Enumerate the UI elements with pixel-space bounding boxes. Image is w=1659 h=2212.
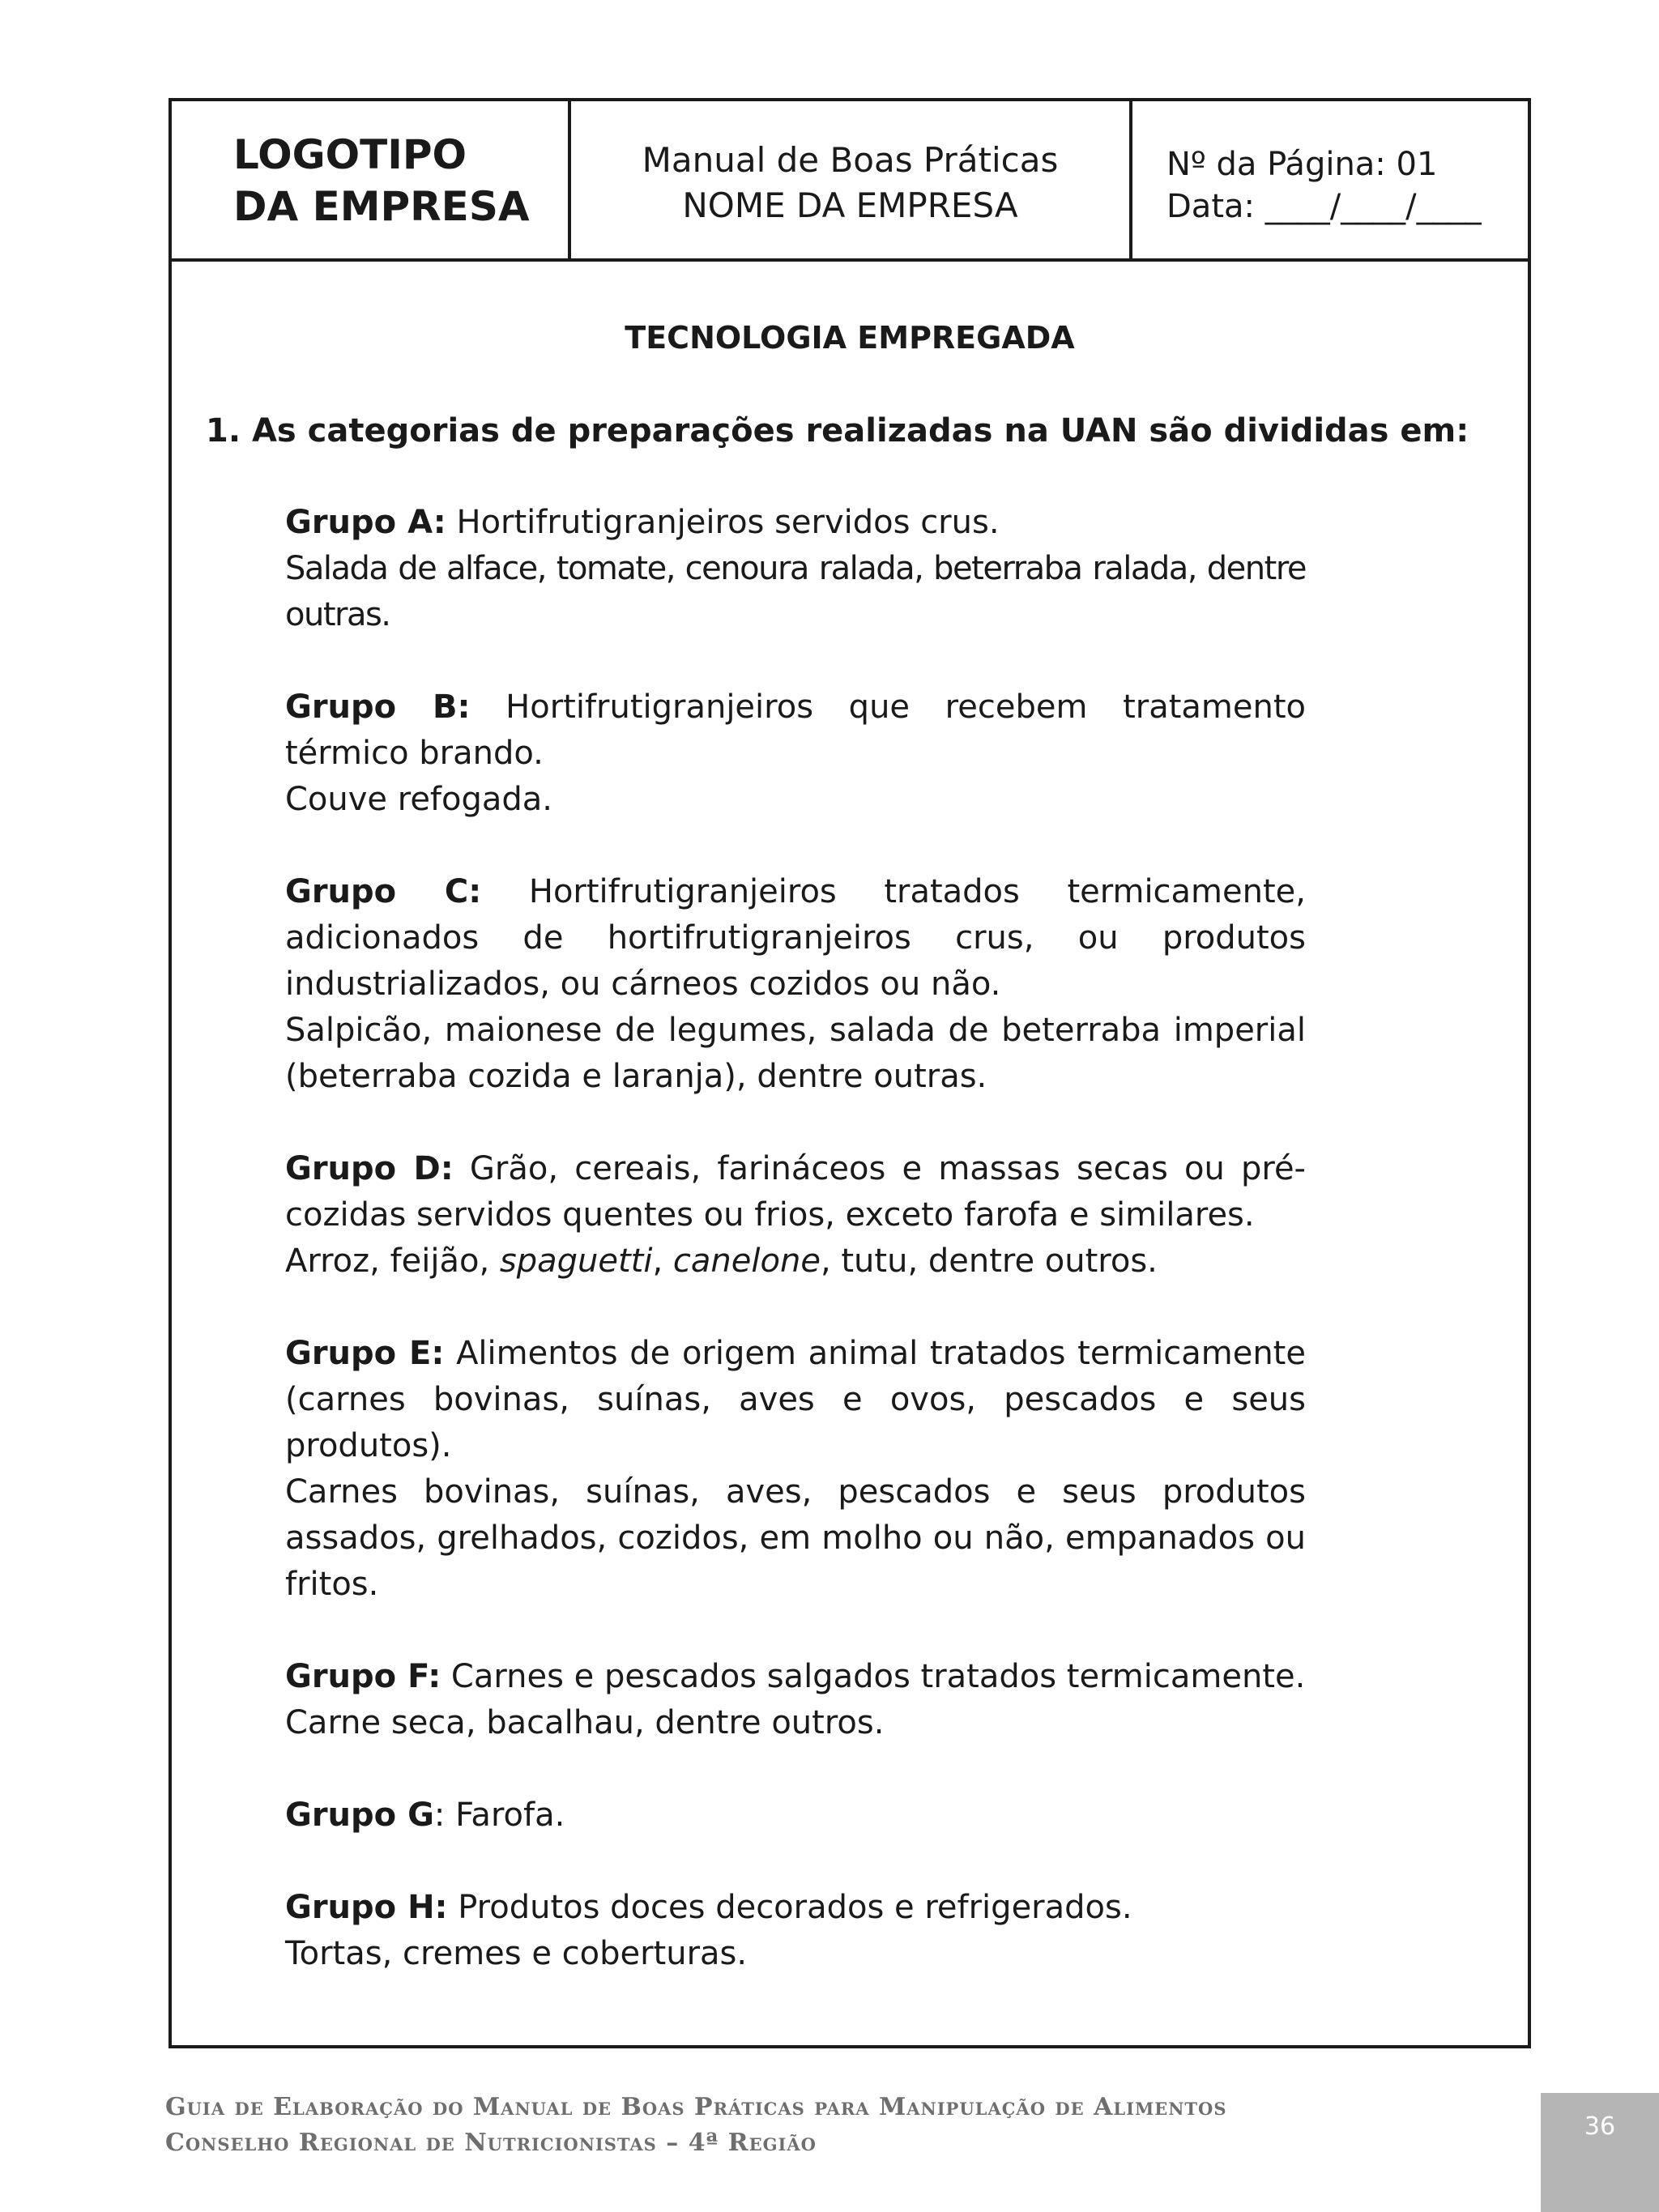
group-a xyxy=(285,500,1306,638)
group-description: Hortifrutigranjeiros que recebem tratamento térmico brando. xyxy=(285,688,1306,772)
page-info-cell xyxy=(1132,101,1528,258)
footer-guide-title: Guia de Elaboração do Manual de Boas Práticas para Manipulação de Alimentos xyxy=(165,2093,1227,2121)
section-title: TECNOLOGIA EMPREGADA xyxy=(625,320,1075,356)
group-examples: Salada de alface, tomate, cenoura ralada, beterraba ralada, dentre outras. xyxy=(285,550,1306,633)
group-label: Grupo F: xyxy=(285,1658,441,1695)
intro-heading: 1. As categorias de preparações realizadas na UAN são divididas em: xyxy=(206,412,1469,450)
examples-italic-term: spaguetti xyxy=(499,1242,653,1280)
group-h xyxy=(285,1885,1306,1977)
company-name: NOME DA EMPRESA xyxy=(682,185,1018,225)
group-label: Grupo A: xyxy=(285,504,446,541)
group-examples: Tortas, cremes e coberturas. xyxy=(285,1935,748,1972)
group-description: Carnes e pescados salgados tratados termicamente. xyxy=(441,1658,1306,1695)
page-number-field: Nº da Página: 01 xyxy=(1166,146,1438,183)
group-d xyxy=(285,1146,1306,1285)
group-description: Produtos doces decorados e refrigerados. xyxy=(447,1889,1132,1926)
group-e xyxy=(285,1331,1306,1608)
group-b xyxy=(285,684,1306,823)
group-examples: Couve refogada. xyxy=(285,781,552,818)
page-number-badge: 36 xyxy=(1541,2093,1659,2212)
group-examples: Salpicão, maionese de legumes, salada de beterraba imperial (beterraba cozida e laranja), dentre outras. xyxy=(285,1012,1306,1095)
logo-line-1: LOGOTIPO xyxy=(233,131,467,178)
group-f xyxy=(285,1654,1306,1746)
examples-text: Arroz, feijão, xyxy=(285,1242,500,1280)
group-examples: Carne seca, bacalhau, dentre outros. xyxy=(285,1704,885,1741)
examples-italic-term: canelone xyxy=(672,1242,821,1280)
group-label: Grupo B: xyxy=(285,688,471,726)
group-list xyxy=(285,500,1306,2023)
document-frame xyxy=(168,98,1531,2048)
group-label: Grupo D: xyxy=(285,1150,454,1187)
header-table xyxy=(172,101,1528,262)
manual-title: Manual de Boas Práticas xyxy=(642,140,1059,180)
group-g xyxy=(285,1792,1306,1839)
group-examples: Carnes bovinas, suínas, aves, pescados e seus produtos assados, grelhados, cozidos, em molho ou não, empanados ou fritos. xyxy=(285,1473,1306,1603)
footer-council-name: Conselho Regional de Nutricionistas – 4ª Região xyxy=(165,2129,817,2157)
logo-line-2: DA EMPRESA xyxy=(233,183,530,230)
group-description: Grão, cereais, farináceos e massas secas ou pré-cozidas servidos quentes ou frios, exceto farofa e similares. xyxy=(285,1150,1306,1234)
group-description: Hortifrutigranjeiros tratados termicamente, adicionados de hortifrutigranjeiros crus, ou produtos industrializados, ou cárneos cozidos ou não. xyxy=(285,873,1306,1003)
company-logo-placeholder xyxy=(233,129,530,232)
group-label: Grupo H: xyxy=(285,1889,448,1926)
group-examples xyxy=(285,1238,1306,1285)
date-field: Data: ____/____/____ xyxy=(1166,188,1482,225)
examples-text: , tutu, dentre outros. xyxy=(820,1242,1158,1280)
group-c xyxy=(285,869,1306,1100)
group-label: Grupo G xyxy=(285,1796,434,1834)
logo-cell xyxy=(172,101,571,258)
page-footer xyxy=(165,2090,1227,2161)
group-description: : Farofa. xyxy=(433,1796,565,1834)
manual-title-cell xyxy=(571,101,1132,258)
examples-separator: , xyxy=(652,1242,673,1280)
group-label: Grupo C: xyxy=(285,873,482,910)
group-description: Alimentos de origem animal tratados termicamente (carnes bovinas, suínas, aves e ovos, pescados e seus produtos). xyxy=(285,1335,1306,1464)
group-description: Hortifrutigranjeiros servidos crus. xyxy=(446,504,1000,541)
group-label: Grupo E: xyxy=(285,1335,445,1372)
